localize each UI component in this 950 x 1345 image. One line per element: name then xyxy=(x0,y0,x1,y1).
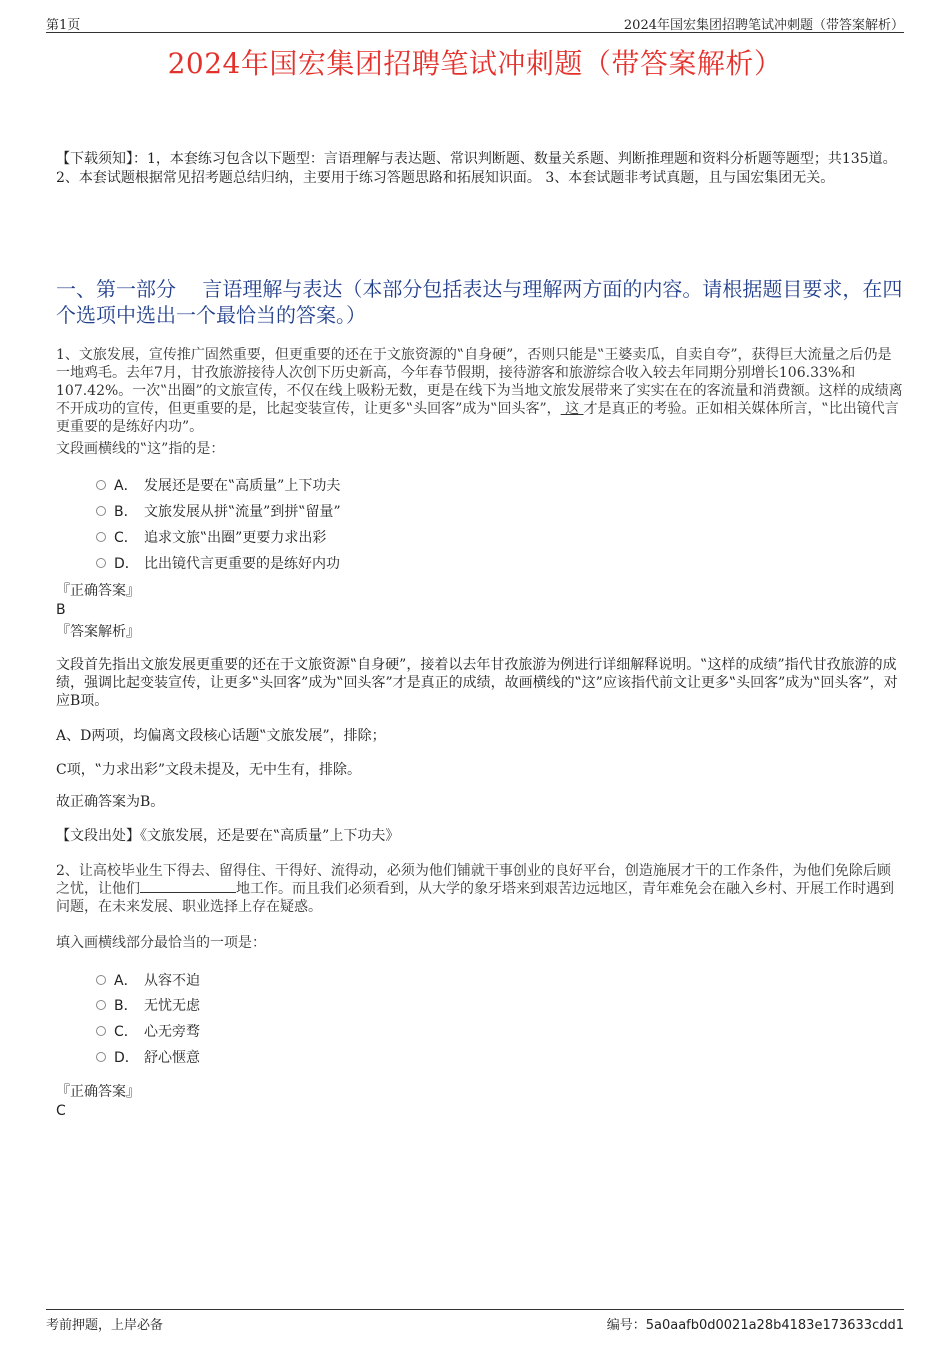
page-header xyxy=(46,14,904,33)
q2-option-d[interactable]: D． 舒心惬意 xyxy=(96,1048,200,1068)
radio-icon[interactable] xyxy=(96,1052,106,1062)
q1-analysis-paragraph: 故正确答案为B。 xyxy=(56,794,165,810)
q1-option-a[interactable]: A． 发展还是要在‟高质量”上下功夫 xyxy=(96,476,340,496)
radio-icon[interactable] xyxy=(96,1000,106,1010)
q1-analysis-paragraph: A、D两项，均偏离文段核心话题‟文旅发展”，排除； xyxy=(56,728,386,744)
q1-source: 【文段出处】《文旅发展，还是要在‟高质量”上下功夫》 xyxy=(56,828,400,844)
q1-analysis-paragraph: C项，‟力求出彩”文段未提及，无中生有，排除。 xyxy=(56,762,362,778)
page-footer xyxy=(46,1309,904,1333)
radio-icon[interactable] xyxy=(96,480,106,490)
header-doc-title: 2024年国宏集团招聘笔试冲刺题（带答案解析） xyxy=(623,18,904,33)
footer-slogan: 考前押题，上岸必备 xyxy=(46,1318,164,1333)
question-1-prompt: 文段画横线的‟这”指的是： xyxy=(56,441,225,457)
q1-option-b[interactable]: B． 文旅发展从拼‟流量”到拼‟留量” xyxy=(96,502,341,522)
underlined-word: 这 xyxy=(560,401,584,417)
q1-answer-label: 『正确答案』 xyxy=(56,583,140,599)
download-notice: 【下载须知】：1，本套练习包含以下题型：言语理解与表达题、常识判断题、数量关系题、判断推理题和资料分析题等题型；共135道。 2、本套试题根据常见招考题总结归纳，主要用于练习答题思路和拓展知识面。 3、本套试题非考试真题，且与国宏集团无关。 xyxy=(56,151,897,186)
question-2-prompt: 填入画横线部分最恰当的一项是： xyxy=(56,935,266,951)
radio-icon[interactable] xyxy=(96,558,106,568)
q2-option-b[interactable]: B． 无忧无虑 xyxy=(96,996,200,1016)
q1-answer: B xyxy=(56,602,66,618)
question-1-stem: 1、文旅发展，宣传推广固然重要，但更重要的还在于文旅资源的‟自身硬”，否则只能是‟王婆卖瓜，自卖自夸”，获得巨大流量之后仍是一地鸡毛。去年7月，甘孜旅游接待人次创下历史新高，今年春节假期，接待游客和旅游综合收入较去年同期分别增长106.33%和107.42%。一次‟出圈”的文旅宣传，不仅在线上吸粉无数，更是在线下为当地文旅发展带来了实实在在的客流量和消费额。这样的成绩离不开成功的宣传，但更重要的是，比起变装宣传，让更多‟头回客”成为‟回头客”， 这 才是真正的考验。正如相关媒体所言，‟比出镜代言更重要的是练好内功”。 xyxy=(56,347,903,435)
radio-icon[interactable] xyxy=(96,506,106,516)
fill-blank xyxy=(140,880,236,893)
page-number: 第1页 xyxy=(46,18,81,33)
q1-option-d[interactable]: D． 比出镜代言更重要的是练好内功 xyxy=(96,554,340,574)
question-2-stem: 2、让高校毕业生下得去、留得住、干得好、流得动，必须为他们铺就干事创业的良好平台，创造施展才干的工作条件，为他们免除后顾之忧，让他们 地工作。而且我们必须看到，从大学的象牙塔来到艰苦边远地区，青年难免会在融入乡村、开展工作时遇到问题，在未来发展、职业选择上存在疑惑。 xyxy=(56,863,894,915)
section-title: 一、第一部分 言语理解与表达（本部分包括表达与理解两方面的内容。请根据题目要求，在四个选项中选出一个最恰当的答案。） xyxy=(56,277,903,327)
radio-icon[interactable] xyxy=(96,975,106,985)
page-title: 2024年国宏集团招聘笔试冲刺题（带答案解析） xyxy=(167,47,783,80)
q1-option-c[interactable]: C． 追求文旅‟出圈”更要力求出彩 xyxy=(96,528,326,548)
radio-icon[interactable] xyxy=(96,532,106,542)
q2-answer-label: 『正确答案』 xyxy=(56,1084,140,1100)
q2-option-a[interactable]: A． 从容不迫 xyxy=(96,971,200,991)
radio-icon[interactable] xyxy=(96,1026,106,1036)
footer-doc-id: 编号：5a0aafb0d0021a28b4183e173633cdd1 xyxy=(606,1318,904,1333)
q2-option-c[interactable]: C． 心无旁骛 xyxy=(96,1022,200,1042)
q2-answer: C xyxy=(56,1103,66,1119)
q1-analysis-label: 『答案解析』 xyxy=(56,624,140,640)
q1-analysis-paragraph: 文段首先指出文旅发展更重要的还在于文旅资源‟自身硬”，接着以去年甘孜旅游为例进行详细解释说明。‟这样的成绩”指代甘孜旅游的成绩，强调比起变装宣传，让更多‟头回客”成为‟回头客”才是真正的成绩，故画横线的‟这”应该指代前文让更多‟头回客”成为‟回头客”，对应B项。 xyxy=(56,657,898,709)
